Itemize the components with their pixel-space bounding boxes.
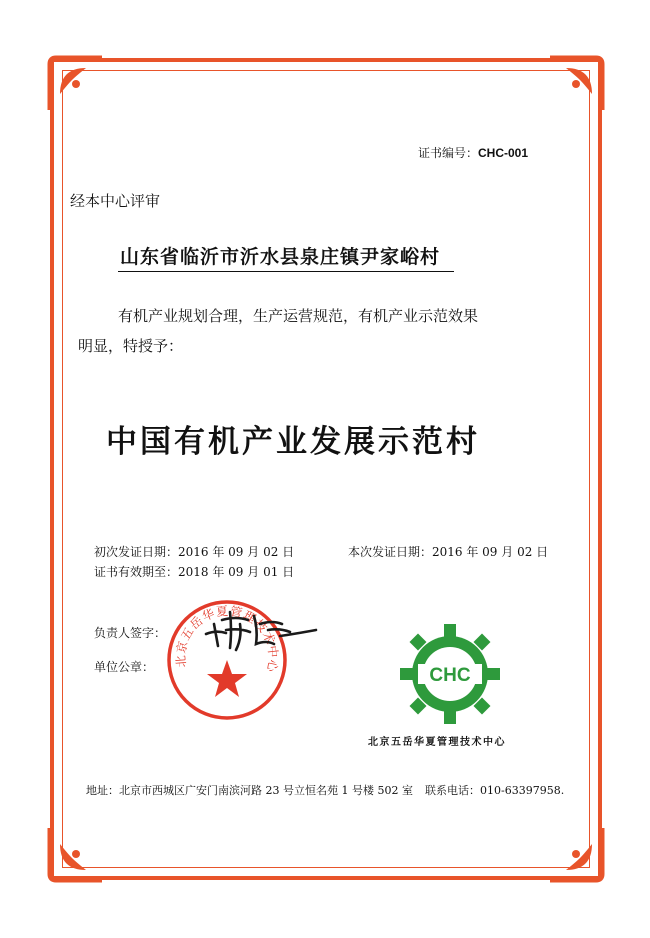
footer-address: 地址：北京市西城区广安门南滨河路 23 号立恒名苑 1 号楼 502 室: [86, 784, 413, 797]
handwritten-signature-icon: [196, 600, 322, 656]
reviewer-statement: 经本中心评审: [70, 192, 161, 210]
signer-label: 负责人签字：: [94, 626, 167, 640]
corner-ornament-icon: [46, 54, 106, 114]
certificate-number: [418, 144, 528, 161]
valid-until-date: 证书有效期至：2018 年 09 月 01 日: [94, 565, 295, 579]
citation-line-1: 有机产业规划合理，生产运营规范，有机产业示范效果: [118, 307, 479, 325]
organization-name: 北京五岳华夏管理技术中心: [368, 737, 506, 748]
corner-ornament-icon: [46, 824, 106, 884]
corner-ornament-icon: [546, 54, 606, 114]
corner-ornament-icon: [546, 824, 606, 884]
citation-line-2: 明显，特授予：: [78, 337, 184, 355]
footer-phone: 联系电话：010-63397958.: [425, 784, 565, 797]
first-issue-date: 初次发证日期：2016 年 09 月 02 日: [94, 545, 295, 559]
recipient-name: 山东省临沂市沂水县泉庄镇尹家峪村: [118, 242, 454, 272]
chc-logo-icon: [398, 622, 502, 726]
certificate-number-label: 证书编号：: [418, 146, 479, 160]
unit-seal-label: 单位公章：: [94, 660, 155, 674]
seal-text: 北京五岳华夏管理技术中心: [173, 603, 281, 675]
logo-text: CHC: [429, 665, 471, 686]
current-issue-date: 本次发证日期：2016 年 09 月 02 日: [348, 545, 549, 559]
award-title: 中国有机产业发展示范村: [106, 424, 480, 460]
certificate-number-value: CHC-001: [478, 146, 529, 160]
citation-text: [78, 301, 580, 361]
